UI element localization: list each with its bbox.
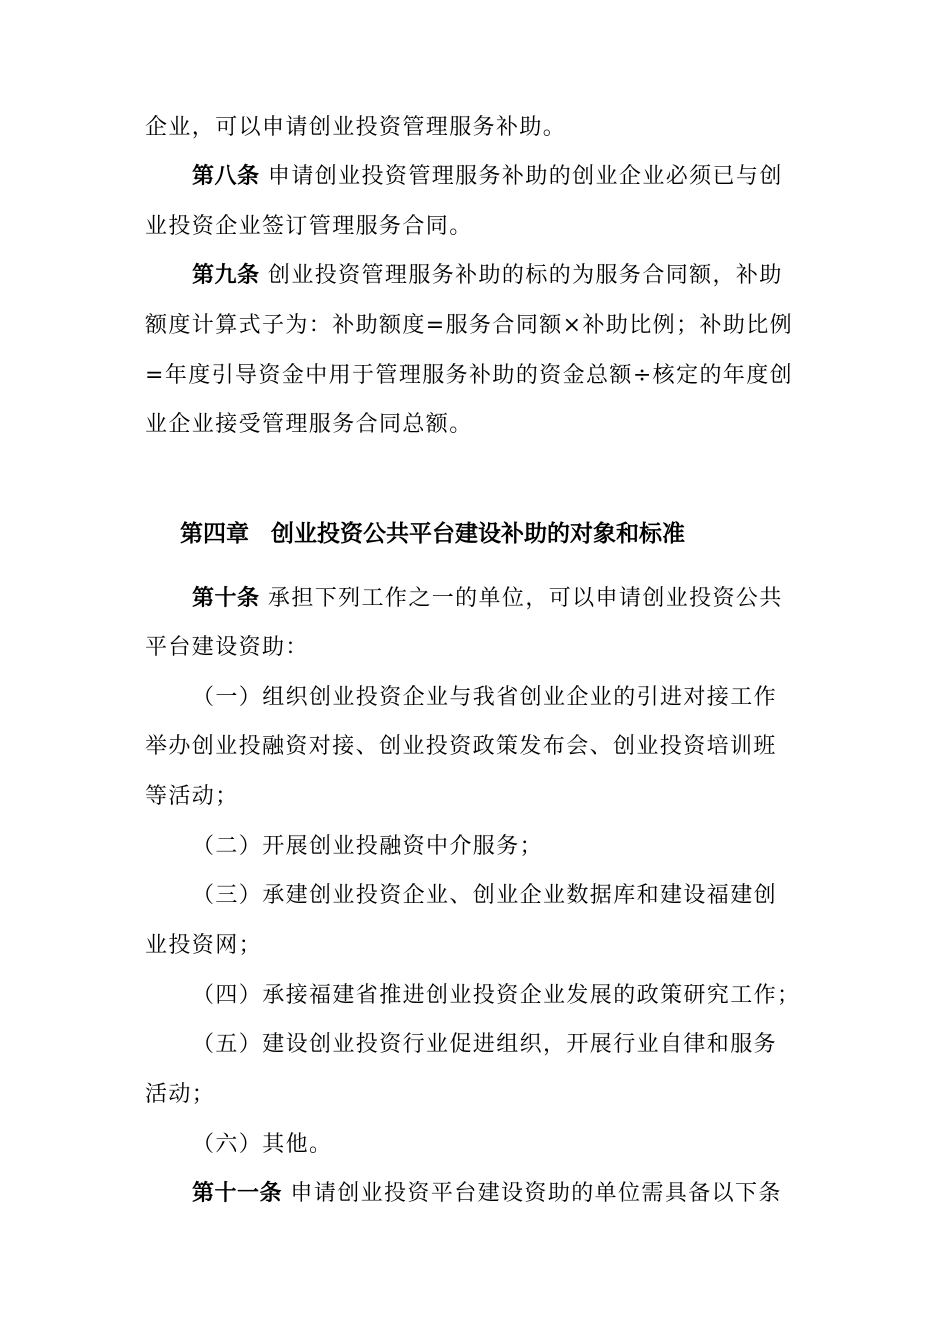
text: （六）其他。	[192, 1132, 333, 1157]
item-4-line-1	[192, 982, 805, 1010]
paragraph-line	[145, 114, 805, 142]
text: 业投资网；	[145, 933, 263, 958]
item-3-line-2	[145, 932, 805, 960]
article-9-label: 第九条	[192, 263, 260, 288]
article-10-line-2	[145, 634, 805, 662]
article-9-line-2	[145, 312, 805, 340]
article-9-line-3	[145, 362, 805, 390]
text: 等活动；	[145, 784, 239, 809]
article-11-line-1	[192, 1180, 805, 1208]
text: 额度计算式子为：补助额度=服务合同额×补助比例；补助比例	[145, 313, 794, 338]
text: 业企业接受管理服务合同总额。	[145, 412, 473, 437]
item-2-line-1	[192, 833, 805, 861]
item-1-line-3	[145, 783, 805, 811]
text: （二）开展创业投融资中介服务；	[192, 834, 544, 859]
chapter-4-label: 第四章	[180, 521, 249, 547]
text: 申请创业投资平台建设资助的单位需具备以下条	[290, 1181, 782, 1206]
text: （一）组织创业投资企业与我省创业企业的引进对接工作	[192, 685, 778, 710]
text: =年度引导资金中用于管理服务补助的资金总额÷核定的年度创	[145, 363, 794, 388]
chapter-4-heading	[180, 519, 685, 549]
item-5-line-1	[192, 1031, 805, 1059]
text: 活动；	[145, 1082, 216, 1107]
article-9-line-4	[145, 411, 805, 439]
text: 申请创业投资管理服务补助的创业企业必须已与创	[267, 164, 783, 189]
article-11-label: 第十一条	[192, 1181, 283, 1206]
text: 平台建设资助：	[145, 635, 309, 660]
text: 举办创业投融资对接、创业投资政策发布会、创业投资培训班	[145, 734, 777, 759]
article-10-line-1	[192, 585, 805, 613]
text: 业投资企业签订管理服务合同。	[145, 214, 473, 239]
item-3-line-1	[192, 882, 805, 910]
text: （三）承建创业投资企业、创业企业数据库和建设福建创	[192, 883, 778, 908]
article-8-line-1	[192, 163, 805, 191]
chapter-4-title: 创业投资公共平台建设补助的对象和标准	[271, 521, 685, 547]
text: 创业投资管理服务补助的标的为服务合同额，补助	[267, 263, 783, 288]
article-9-line-1	[192, 262, 805, 290]
article-8-label: 第八条	[192, 164, 260, 189]
article-10-label: 第十条	[192, 586, 260, 611]
item-1-line-2	[145, 733, 805, 761]
text: （五）建设创业投资行业促进组织，开展行业自律和服务	[192, 1032, 778, 1057]
item-5-line-2	[145, 1081, 805, 1109]
text: 企业，可以申请创业投资管理服务补助。	[145, 115, 567, 140]
item-6-line-1	[192, 1131, 805, 1159]
text: 承担下列工作之一的单位，可以申请创业投资公共	[267, 586, 783, 611]
article-8-line-2	[145, 213, 805, 241]
item-1-line-1	[192, 684, 805, 712]
text: （四）承接福建省推进创业投资企业发展的政策研究工作；	[192, 983, 801, 1008]
